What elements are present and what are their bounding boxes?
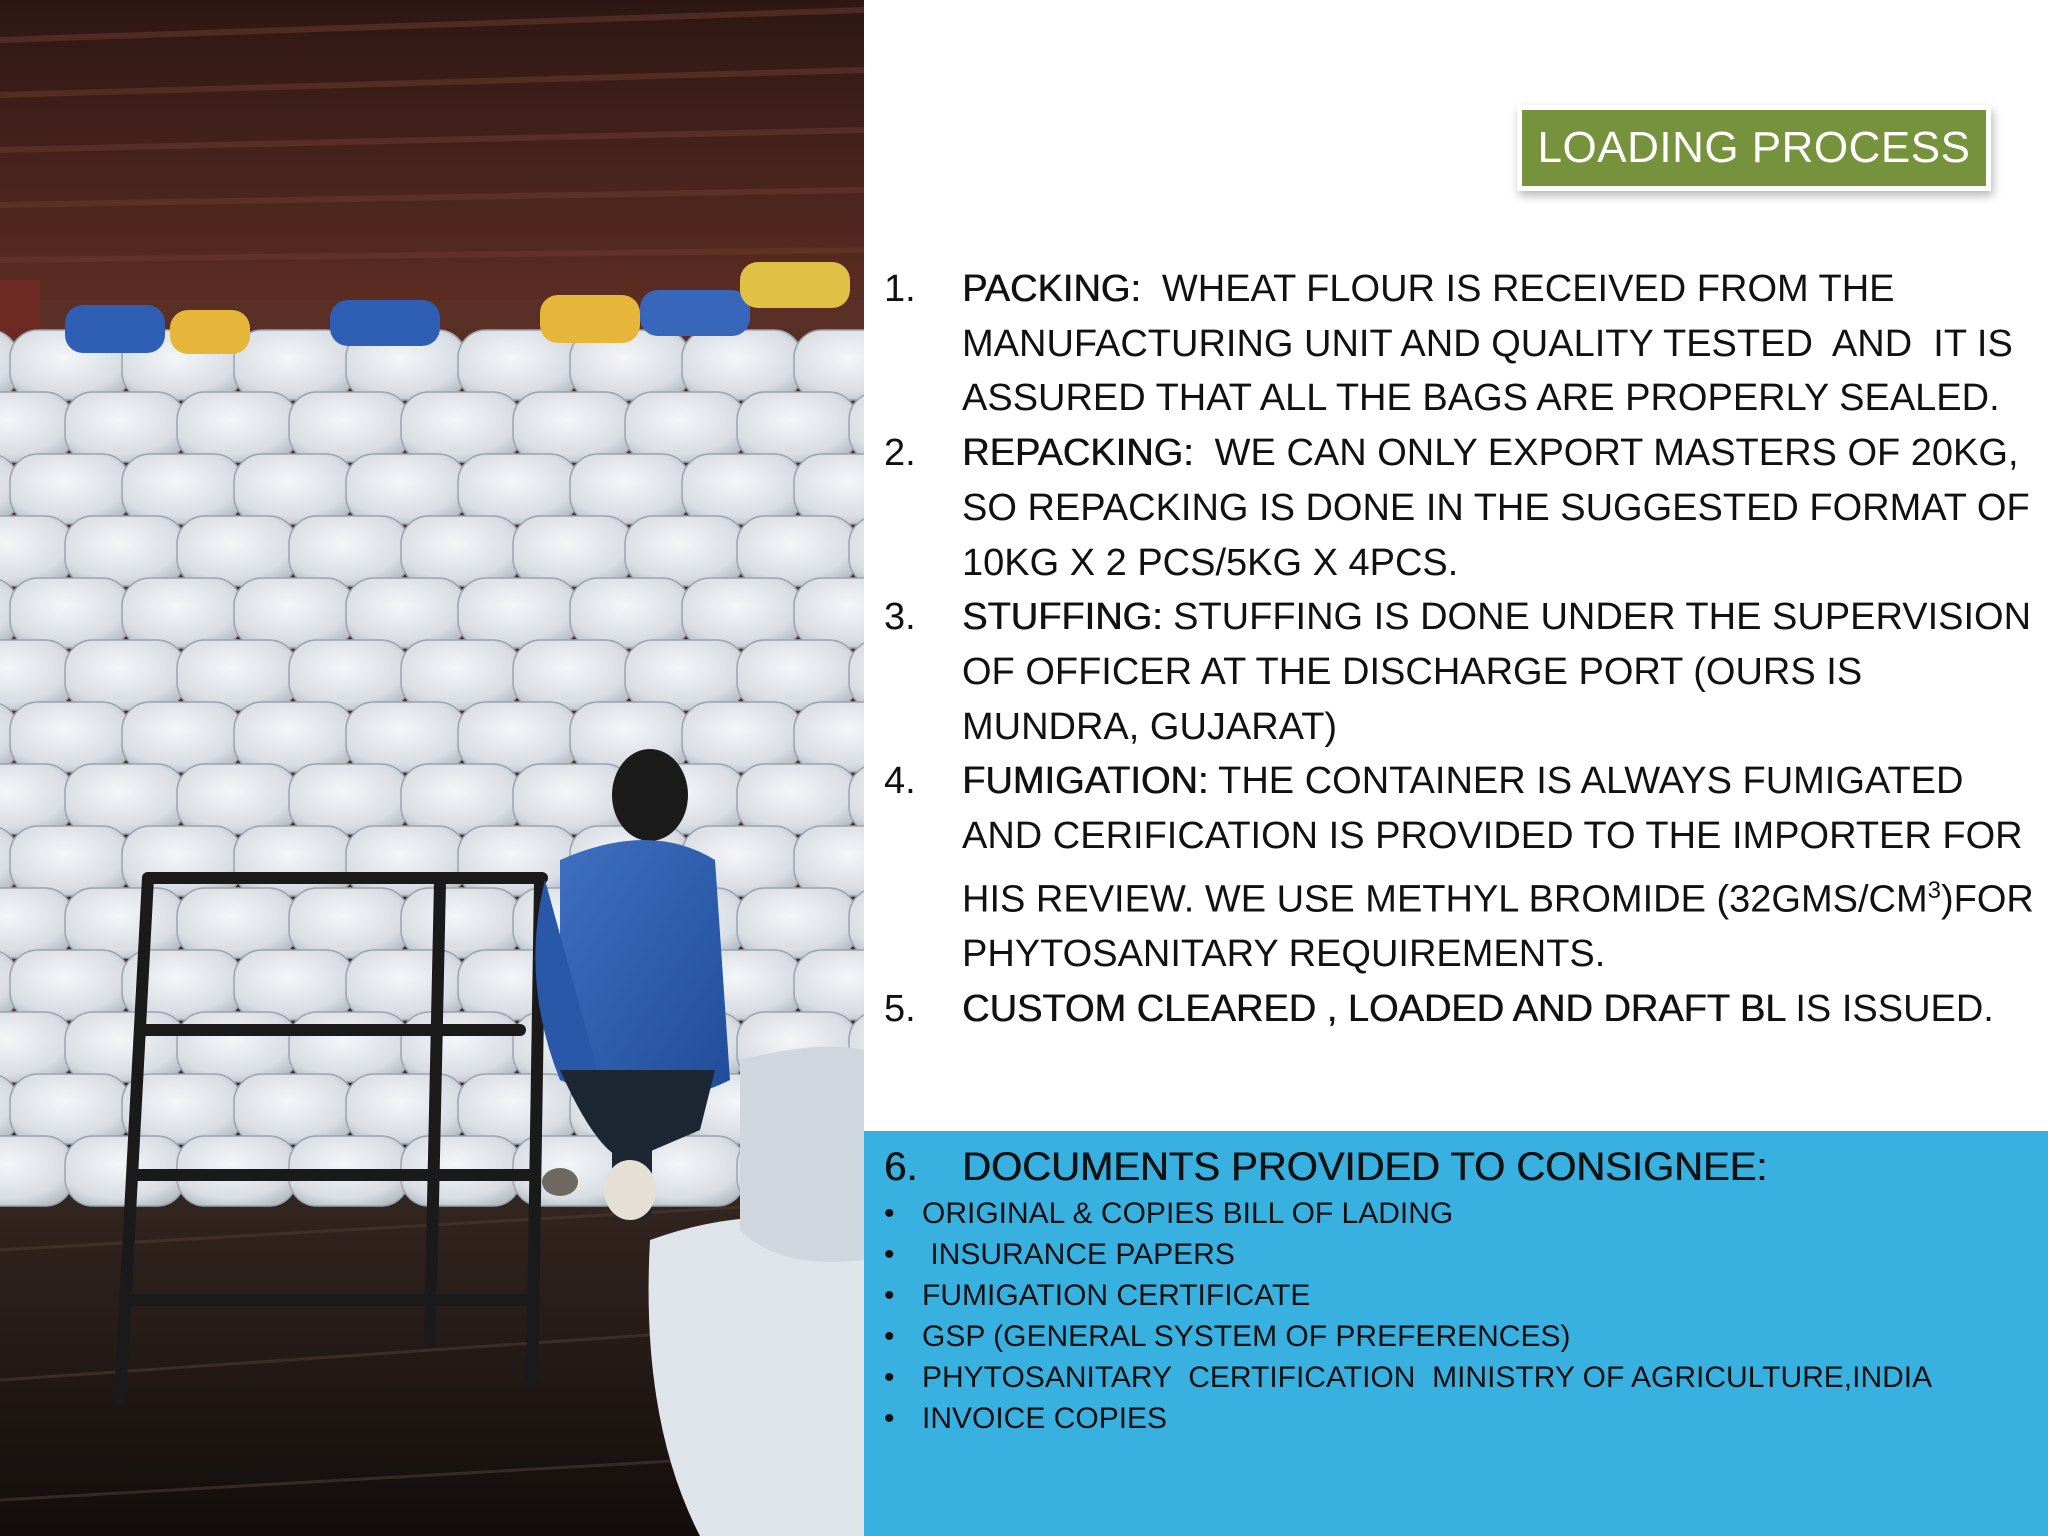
flour-bag <box>682 454 802 524</box>
flour-bag <box>289 516 409 586</box>
flour-bag <box>0 764 73 834</box>
flour-bag <box>177 1012 297 1082</box>
step-text: THE CONTAINER IS ALWAYS FUMIGATED AND CERIFICATION IS PROVIDED TO THE IMPORTER FOR HIS REVIEW. WE USE METHYL BROMIDE (32GMS/CM <box>962 760 2034 921</box>
flour-bag <box>625 392 745 462</box>
flour-bag <box>401 1012 521 1082</box>
documents-list <box>884 1193 1932 1439</box>
documents-panel <box>864 1131 2048 1536</box>
flour-bag <box>177 888 297 958</box>
step-label: FUMIGATION: <box>962 760 1209 803</box>
flour-bag <box>346 702 466 772</box>
flour-bag <box>122 826 242 896</box>
flour-bag <box>10 826 130 896</box>
flour-bag <box>794 950 864 1020</box>
flour-bag <box>794 578 864 648</box>
step-number: 4. <box>884 760 916 803</box>
step-label: STUFFING: <box>962 596 1163 639</box>
flour-bag <box>401 516 521 586</box>
step-label: CUSTOM CLEARED , LOADED AND DRAFT BL <box>962 987 1785 1030</box>
documents-number: 6. <box>884 1145 918 1189</box>
document-item: • ORIGINAL & COPIES BILL OF LADING <box>884 1193 1932 1234</box>
flour-bag <box>346 1074 466 1144</box>
flour-bag <box>682 578 802 648</box>
document-item: • GSP (GENERAL SYSTEM OF PREFERENCES) <box>884 1316 1932 1357</box>
flour-bag <box>682 702 802 772</box>
step-text-after: )FOR PHYTOSANITARY REQUIREMENTS. <box>962 878 2034 976</box>
step-number: 3. <box>884 596 916 639</box>
flour-bag <box>10 702 130 772</box>
flour-bag <box>289 764 409 834</box>
flour-bag <box>65 764 185 834</box>
flour-bag <box>458 702 578 772</box>
flour-bag <box>0 392 73 462</box>
step-fumigation <box>884 754 2034 981</box>
document-item: • INSURANCE PAPERS <box>884 1234 1932 1275</box>
flour-bag <box>234 950 354 1020</box>
flour-bag <box>401 764 521 834</box>
flour-bag <box>458 454 578 524</box>
flour-bag <box>65 888 185 958</box>
flour-bag <box>122 454 242 524</box>
slide-title: LOADING PROCESS <box>1522 110 1986 186</box>
bullet-icon: • <box>884 1279 895 1312</box>
flour-bag <box>10 950 130 1020</box>
documents-heading <box>884 1141 1767 1193</box>
step-text: WE CAN ONLY EXPORT MASTERS OF 20KG, SO REPACKING IS DONE IN THE SUGGESTED FORMAT OF 10KG X 2 PCS/5KG X 4PCS. <box>962 432 2041 584</box>
step-custom-cleared <box>884 982 2034 1037</box>
step-label: REPACKING: <box>962 432 1194 475</box>
bullet-icon: • <box>884 1402 895 1435</box>
document-item: • INVOICE COPIES <box>884 1398 1932 1439</box>
flour-bag <box>177 392 297 462</box>
flour-bag <box>737 764 857 834</box>
bullet-icon: • <box>884 1320 895 1353</box>
bullet-icon: • <box>884 1197 895 1230</box>
bullet-icon: • <box>884 1238 895 1271</box>
flour-bag <box>10 578 130 648</box>
flour-bag <box>346 578 466 648</box>
document-item: • PHYTOSANITARY CERTIFICATION MINISTRY OF AGRICULTURE,INDIA <box>884 1357 1932 1398</box>
step-stuffing <box>884 590 2042 754</box>
flour-bag <box>234 454 354 524</box>
flour-bag <box>401 640 521 710</box>
flour-bag <box>0 640 73 710</box>
document-item: • FUMIGATION CERTIFICATE <box>884 1275 1932 1316</box>
flour-bag <box>289 1012 409 1082</box>
flour-bag <box>737 640 857 710</box>
bullet-icon: • <box>884 1361 895 1394</box>
step-text: WHEAT FLOUR IS RECEIVED FROM THE MANUFACTURING UNIT AND QUALITY TESTED AND IT IS ASSURED THAT ALL THE BAGS ARE PROPERLY SEALED. <box>962 268 2022 420</box>
flour-bag <box>737 392 857 462</box>
flour-bag <box>570 578 690 648</box>
flour-bag <box>177 764 297 834</box>
flour-bag <box>737 888 857 958</box>
flour-bag <box>177 516 297 586</box>
flour-bag <box>234 578 354 648</box>
flour-bag <box>289 640 409 710</box>
flour-bag <box>458 578 578 648</box>
flour-bag <box>513 640 633 710</box>
flour-bag <box>0 1136 73 1206</box>
flour-bag <box>234 1074 354 1144</box>
step-label: PACKING: <box>962 268 1141 310</box>
flour-bag <box>65 640 185 710</box>
flour-bag <box>0 888 73 958</box>
flour-bag <box>794 330 864 400</box>
step-number: 2. <box>884 432 916 475</box>
flour-bag <box>122 578 242 648</box>
flour-bag <box>234 826 354 896</box>
step-number: 5. <box>884 987 916 1030</box>
documents-heading-text: DOCUMENTS PROVIDED TO CONSIGNEE: <box>962 1145 1768 1189</box>
flour-bag <box>570 454 690 524</box>
flour-bag <box>458 1074 578 1144</box>
process-steps-list <box>884 262 2042 1037</box>
container-loading-photo <box>0 0 864 1536</box>
flour-bag <box>513 516 633 586</box>
flour-bag <box>122 702 242 772</box>
flour-bag <box>794 826 864 896</box>
flour-bag <box>794 702 864 772</box>
flour-bag <box>513 392 633 462</box>
flour-bag <box>0 516 73 586</box>
flour-bag <box>65 392 185 462</box>
flour-bag <box>346 454 466 524</box>
flour-bag <box>289 888 409 958</box>
flour-bag <box>10 454 130 524</box>
flour-bag <box>0 1012 73 1082</box>
step-text: IS ISSUED. <box>1784 987 1994 1030</box>
photo-illustration <box>0 0 864 1536</box>
flour-bag <box>401 888 521 958</box>
flour-bag <box>737 516 857 586</box>
step-text: STUFFING IS DONE UNDER THE SUPERVISION OF OFFICER AT THE DISCHARGE PORT (OURS IS MUNDRA, GUJARAT) <box>962 596 2042 748</box>
step-repacking <box>884 426 2041 590</box>
flour-bag <box>65 516 185 586</box>
flour-bag <box>682 330 802 400</box>
flour-bag <box>234 702 354 772</box>
flour-bag <box>346 950 466 1020</box>
flour-bag <box>401 392 521 462</box>
flour-bag <box>177 640 297 710</box>
flour-bag <box>794 454 864 524</box>
superscript-3: 3 <box>1927 876 1941 904</box>
flour-bag <box>289 392 409 462</box>
step-number: 1. <box>884 268 916 310</box>
flour-bag <box>65 1012 185 1082</box>
flour-bag <box>625 640 745 710</box>
flour-bag <box>10 1074 130 1144</box>
step-packing <box>884 262 2034 426</box>
flour-bag <box>346 826 466 896</box>
flour-bag <box>625 516 745 586</box>
